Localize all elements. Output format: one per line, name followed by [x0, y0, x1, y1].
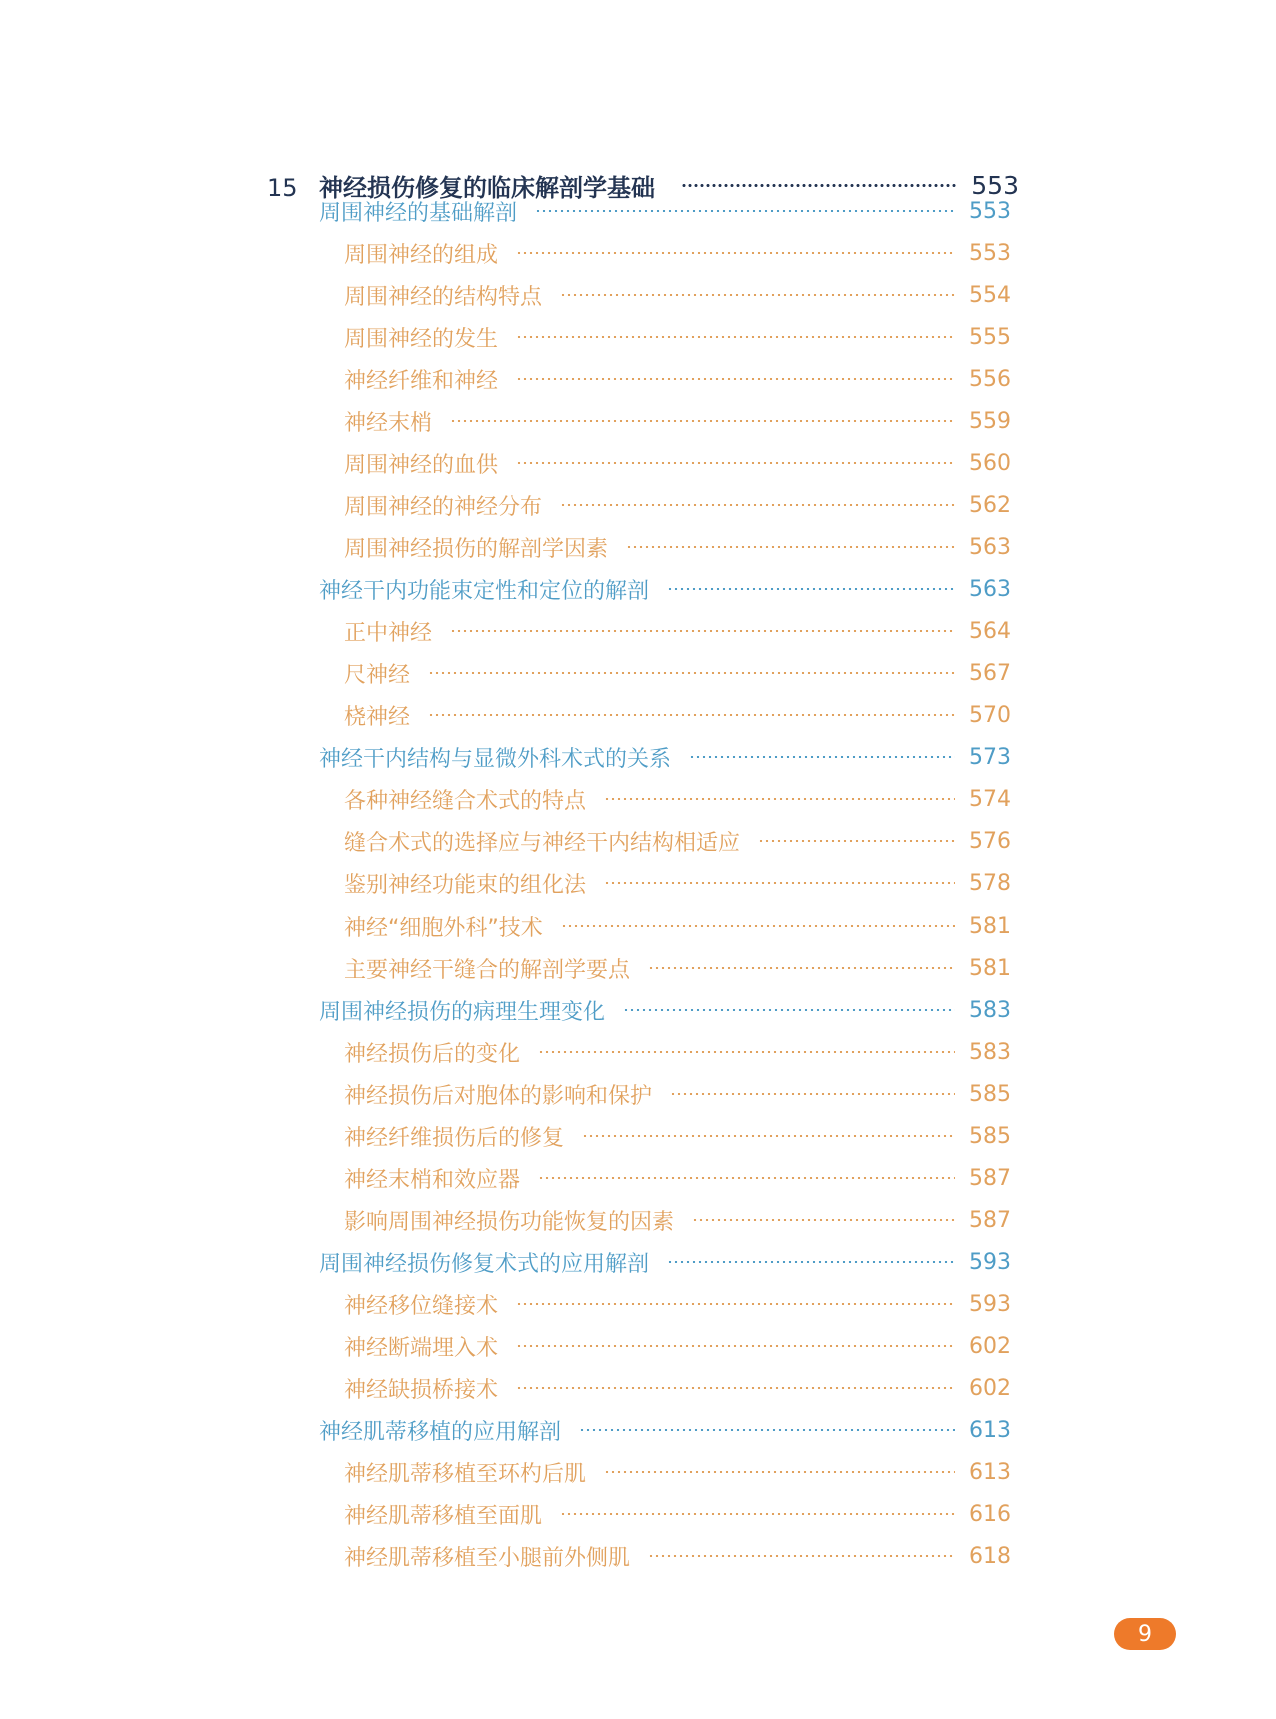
dot-leader	[758, 840, 955, 842]
entry-page: 593	[969, 1291, 1011, 1317]
dot-leader	[560, 294, 955, 296]
entry-title: 影响周围神经损伤功能恢复的因素	[344, 1209, 675, 1235]
toc-section-row[interactable]	[319, 573, 1011, 605]
entry-page: 616	[969, 1501, 1011, 1527]
entry-title: 周围神经损伤的病理生理变化	[319, 999, 606, 1025]
dot-leader	[450, 420, 955, 422]
dot-leader	[428, 714, 955, 716]
toc-item-row[interactable]	[344, 1330, 1011, 1362]
entry-title: 神经纤维和神经	[344, 368, 499, 394]
toc-item-row[interactable]	[344, 699, 1011, 731]
entry-page: 581	[969, 955, 1011, 981]
dot-leader	[667, 1261, 955, 1263]
toc-section-row[interactable]	[319, 741, 1011, 773]
entry-page: 593	[969, 1249, 1011, 1275]
toc-item-row[interactable]	[344, 279, 1011, 311]
entry-title: 神经肌蒂移植的应用解剖	[319, 1419, 562, 1445]
entry-page: 602	[969, 1333, 1011, 1359]
entry-page: 587	[969, 1207, 1011, 1233]
entry-title: 神经断端埋入术	[344, 1335, 499, 1361]
entry-page: 554	[969, 282, 1011, 308]
dot-leader	[516, 378, 955, 380]
dot-leader	[667, 588, 955, 590]
dot-leader	[582, 1135, 955, 1137]
entry-title: 神经“细胞外科”技术	[344, 915, 543, 941]
entry-title: 周围神经的发生	[344, 326, 499, 352]
toc-item-row[interactable]	[344, 1498, 1011, 1530]
dot-leader	[604, 882, 955, 884]
dot-leader	[670, 1093, 955, 1095]
toc-item-row[interactable]	[344, 447, 1011, 479]
dot-leader	[626, 546, 955, 548]
dot-leader	[516, 252, 955, 254]
entry-page: 564	[969, 618, 1011, 644]
toc-section-row[interactable]	[319, 994, 1011, 1026]
entry-title: 周围神经的结构特点	[344, 284, 543, 310]
entry-page: 578	[969, 870, 1011, 896]
toc-item-row[interactable]	[344, 1540, 1011, 1572]
entry-title: 主要神经干缝合的解剖学要点	[344, 957, 631, 983]
entry-title: 周围神经损伤修复术式的应用解剖	[319, 1251, 650, 1277]
dot-leader	[538, 1177, 955, 1179]
toc-item-row[interactable]	[344, 531, 1011, 563]
entry-title: 神经肌蒂移植至小腿前外侧肌	[344, 1545, 631, 1571]
dot-leader	[681, 184, 957, 187]
page-number: 9	[1138, 1621, 1152, 1647]
dot-leader	[623, 1009, 955, 1011]
chapter-number: 15	[267, 173, 298, 202]
entry-title: 周围神经的基础解剖	[319, 200, 518, 226]
entry-title: 周围神经的神经分布	[344, 494, 543, 520]
toc-item-row[interactable]	[344, 867, 1011, 899]
toc-item-row[interactable]	[344, 1456, 1011, 1488]
entry-title: 鉴别神经功能束的组化法	[344, 872, 587, 898]
dot-leader	[516, 1303, 955, 1305]
entry-title: 神经末梢	[344, 410, 433, 436]
entry-title: 神经移位缝接术	[344, 1293, 499, 1319]
entry-page: 559	[969, 408, 1011, 434]
toc-item-row[interactable]	[344, 952, 1011, 984]
dot-leader	[604, 798, 955, 800]
dot-leader	[450, 630, 955, 632]
entry-title: 神经损伤后的变化	[344, 1041, 521, 1067]
entry-page: 567	[969, 660, 1011, 686]
entry-page: 553	[969, 240, 1011, 266]
dot-leader	[516, 1387, 955, 1389]
entry-page: 585	[969, 1123, 1011, 1149]
toc-item-row[interactable]	[344, 489, 1011, 521]
toc-item-row[interactable]	[344, 910, 1011, 942]
toc-item-row[interactable]	[344, 615, 1011, 647]
entry-page: 587	[969, 1165, 1011, 1191]
chapter-title: 神经损伤修复的临床解剖学基础	[319, 173, 655, 202]
toc-item-row[interactable]	[344, 657, 1011, 689]
entry-page: 553	[969, 198, 1011, 224]
entry-page: 576	[969, 828, 1011, 854]
entry-title: 尺神经	[344, 662, 411, 688]
entry-title: 桡神经	[344, 704, 411, 730]
dot-leader	[535, 210, 955, 212]
toc-item-row[interactable]	[344, 405, 1011, 437]
dot-leader	[516, 462, 955, 464]
toc-section-row[interactable]	[319, 195, 1011, 227]
toc-item-row[interactable]	[344, 1372, 1011, 1404]
entry-page: 613	[969, 1459, 1011, 1485]
toc-item-row[interactable]	[344, 1036, 1011, 1068]
entry-title: 神经肌蒂移植至面肌	[344, 1503, 543, 1529]
toc-item-row[interactable]	[344, 825, 1011, 857]
toc-item-row[interactable]	[344, 783, 1011, 815]
entry-page: 560	[969, 450, 1011, 476]
dot-leader	[561, 925, 955, 927]
dot-leader	[692, 1219, 955, 1221]
entry-page: 583	[969, 997, 1011, 1023]
entry-title: 神经干内功能束定性和定位的解剖	[319, 578, 650, 604]
toc-item-row[interactable]	[344, 1078, 1011, 1110]
toc-item-row[interactable]	[344, 321, 1011, 353]
dot-leader	[579, 1429, 955, 1431]
entry-title: 各种神经缝合术式的特点	[344, 788, 587, 814]
dot-leader	[689, 756, 955, 758]
toc-item-row[interactable]	[344, 1288, 1011, 1320]
entry-page: 613	[969, 1417, 1011, 1443]
entry-title: 缝合术式的选择应与神经干内结构相适应	[344, 830, 741, 856]
entry-page: 585	[969, 1081, 1011, 1107]
dot-leader	[560, 1513, 955, 1515]
entry-page: 573	[969, 744, 1011, 770]
toc-item-row[interactable]	[344, 237, 1011, 269]
entry-title: 神经缺损桥接术	[344, 1377, 499, 1403]
entry-page: 618	[969, 1543, 1011, 1569]
entry-page: 574	[969, 786, 1011, 812]
dot-leader	[516, 336, 955, 338]
entry-title: 神经纤维损伤后的修复	[344, 1125, 565, 1151]
entry-page: 556	[969, 366, 1011, 392]
dot-leader	[604, 1471, 955, 1473]
entry-title: 正中神经	[344, 620, 433, 646]
entry-title: 周围神经的血供	[344, 452, 499, 478]
entry-title: 神经末梢和效应器	[344, 1167, 521, 1193]
toc-item-row[interactable]	[344, 1120, 1011, 1152]
entry-title: 神经肌蒂移植至环杓后肌	[344, 1461, 587, 1487]
entry-page: 563	[969, 576, 1011, 602]
entry-title: 神经损伤后对胞体的影响和保护	[344, 1083, 653, 1109]
toc-item-row[interactable]	[344, 1162, 1011, 1194]
toc-section-row[interactable]	[319, 1246, 1011, 1278]
entry-page: 555	[969, 324, 1011, 350]
entry-page: 570	[969, 702, 1011, 728]
dot-leader	[648, 1555, 955, 1557]
entry-title: 周围神经的组成	[344, 242, 499, 268]
page-number-badge	[1114, 1618, 1176, 1650]
toc-item-row[interactable]	[344, 1204, 1011, 1236]
dot-leader	[538, 1051, 955, 1053]
dot-leader	[516, 1345, 955, 1347]
dot-leader	[428, 672, 955, 674]
entry-title: 周围神经损伤的解剖学因素	[344, 536, 609, 562]
toc-item-row[interactable]	[344, 363, 1011, 395]
entry-page: 583	[969, 1039, 1011, 1065]
entry-page: 581	[969, 913, 1011, 939]
dot-leader	[560, 504, 955, 506]
entry-page: 563	[969, 534, 1011, 560]
dot-leader	[648, 967, 955, 969]
entry-page: 602	[969, 1375, 1011, 1401]
entry-page: 562	[969, 492, 1011, 518]
toc-section-row[interactable]	[319, 1414, 1011, 1446]
entry-title: 神经干内结构与显微外科术式的关系	[319, 746, 672, 772]
chapter-page: 553	[971, 170, 1019, 200]
